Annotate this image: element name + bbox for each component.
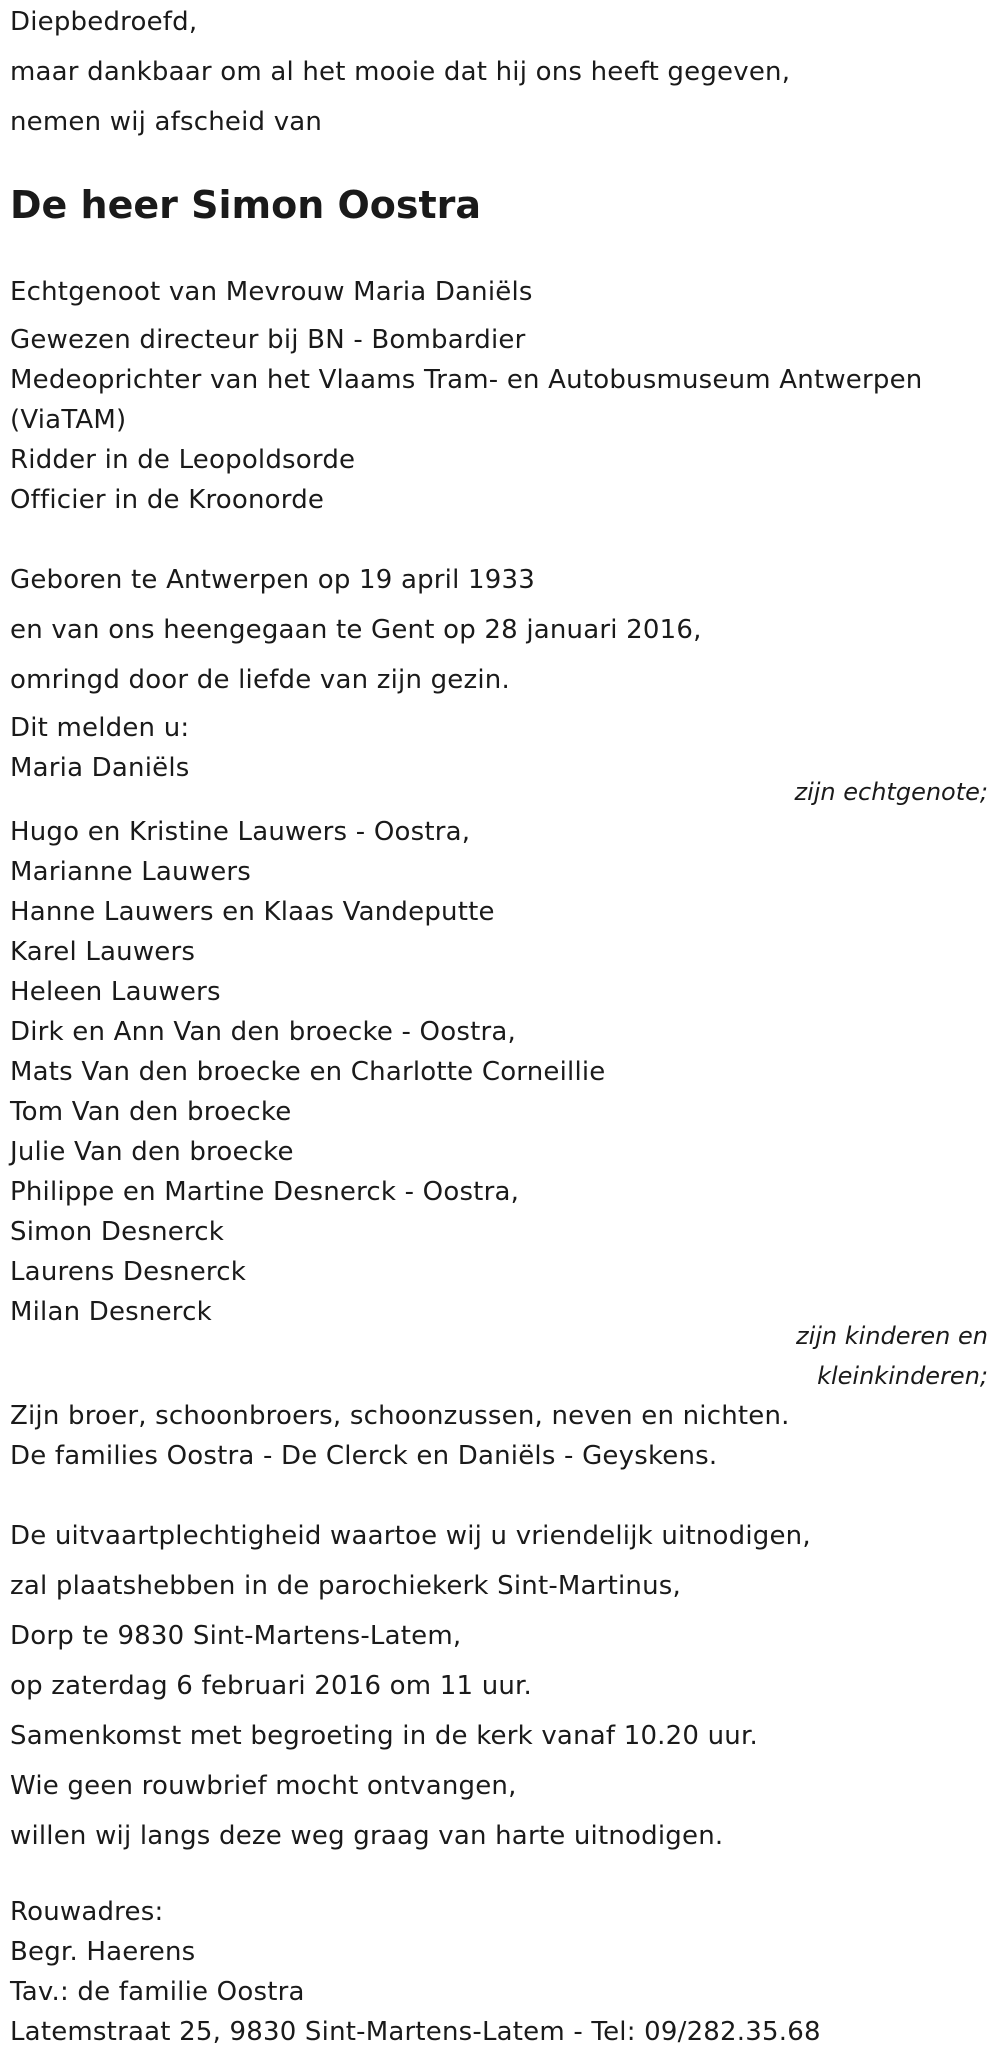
family-line: De families Oostra - De Clerck en Daniëls - Geyskens.: [10, 1441, 718, 1471]
life-line: en van ons heengegaan te Gent op 28 januari 2016,: [10, 615, 702, 645]
intro-line: Diepbedroefd,: [10, 7, 198, 37]
ceremony-line: De uitvaartplechtigheid waartoe wij u vriendelijk uitnodigen,: [10, 1521, 811, 1551]
children-label: zijn kinderen en: [796, 1322, 988, 1350]
intro-line: maar dankbaar om al het mooie dat hij ons heeft gegeven,: [10, 57, 791, 87]
title-line: Echtgenoot van Mevrouw Maria Daniëls: [10, 277, 533, 307]
spouse-label: zijn echtgenote;: [794, 778, 988, 806]
child-line: Tom Van den broecke: [10, 1097, 292, 1127]
title-line: Officier in de Kroonorde: [10, 485, 325, 515]
spouse-name: Maria Daniëls: [10, 753, 190, 783]
child-line: Marianne Lauwers: [10, 857, 252, 887]
title-line: Gewezen directeur bij BN - Bombardier: [10, 325, 526, 355]
child-line: Philippe en Martine Desnerck - Oostra,: [10, 1177, 520, 1207]
family-line: Zijn broer, schoonbroers, schoonzussen, neven en nichten.: [10, 1401, 790, 1431]
ceremony-line: Dorp te 9830 Sint-Martens-Latem,: [10, 1621, 462, 1651]
child-line: Mats Van den broecke en Charlotte Corneillie: [10, 1057, 606, 1087]
address-line: Tav.: de familie Oostra: [10, 1977, 305, 2007]
child-line: Hanne Lauwers en Klaas Vandeputte: [10, 897, 495, 927]
address-line: Begr. Haerens: [10, 1937, 196, 1967]
ceremony-line: zal plaatshebben in de parochiekerk Sint-Martinus,: [10, 1571, 681, 1601]
child-line: Milan Desnerck: [10, 1297, 212, 1327]
child-line: Simon Desnerck: [10, 1217, 225, 1247]
life-line: omringd door de liefde van zijn gezin.: [10, 665, 510, 695]
title-line: Medeoprichter van het Vlaams Tram- en Autobusmuseum Antwerpen: [10, 365, 923, 395]
title-line: (ViaTAM): [10, 405, 127, 435]
deceased-name: De heer Simon Oostra: [10, 183, 482, 227]
ceremony-line: Samenkomst met begroeting in de kerk vanaf 10.20 uur.: [10, 1721, 758, 1751]
child-line: Heleen Lauwers: [10, 977, 221, 1007]
life-line: Geboren te Antwerpen op 19 april 1933: [10, 565, 535, 595]
child-line: Dirk en Ann Van den broecke - Oostra,: [10, 1017, 516, 1047]
title-line: Ridder in de Leopoldsorde: [10, 445, 356, 475]
address-line: Latemstraat 25, 9830 Sint-Martens-Latem - Tel: 09/282.35.68: [10, 2017, 821, 2047]
address-heading: Rouwadres:: [10, 1897, 164, 1927]
ceremony-line: Wie geen rouwbrief mocht ontvangen,: [10, 1771, 517, 1801]
child-line: Hugo en Kristine Lauwers - Oostra,: [10, 817, 471, 847]
child-line: Julie Van den broecke: [10, 1137, 294, 1167]
ceremony-line: willen wij langs deze weg graag van harte uitnodigen.: [10, 1821, 724, 1851]
obituary-notice: [10, 0, 988, 2068]
children-label: kleinkinderen;: [817, 1362, 988, 1390]
child-line: Karel Lauwers: [10, 937, 196, 967]
announce-heading: Dit melden u:: [10, 713, 190, 743]
child-line: Laurens Desnerck: [10, 1257, 247, 1287]
ceremony-line: op zaterdag 6 februari 2016 om 11 uur.: [10, 1671, 533, 1701]
intro-line: nemen wij afscheid van: [10, 107, 323, 137]
